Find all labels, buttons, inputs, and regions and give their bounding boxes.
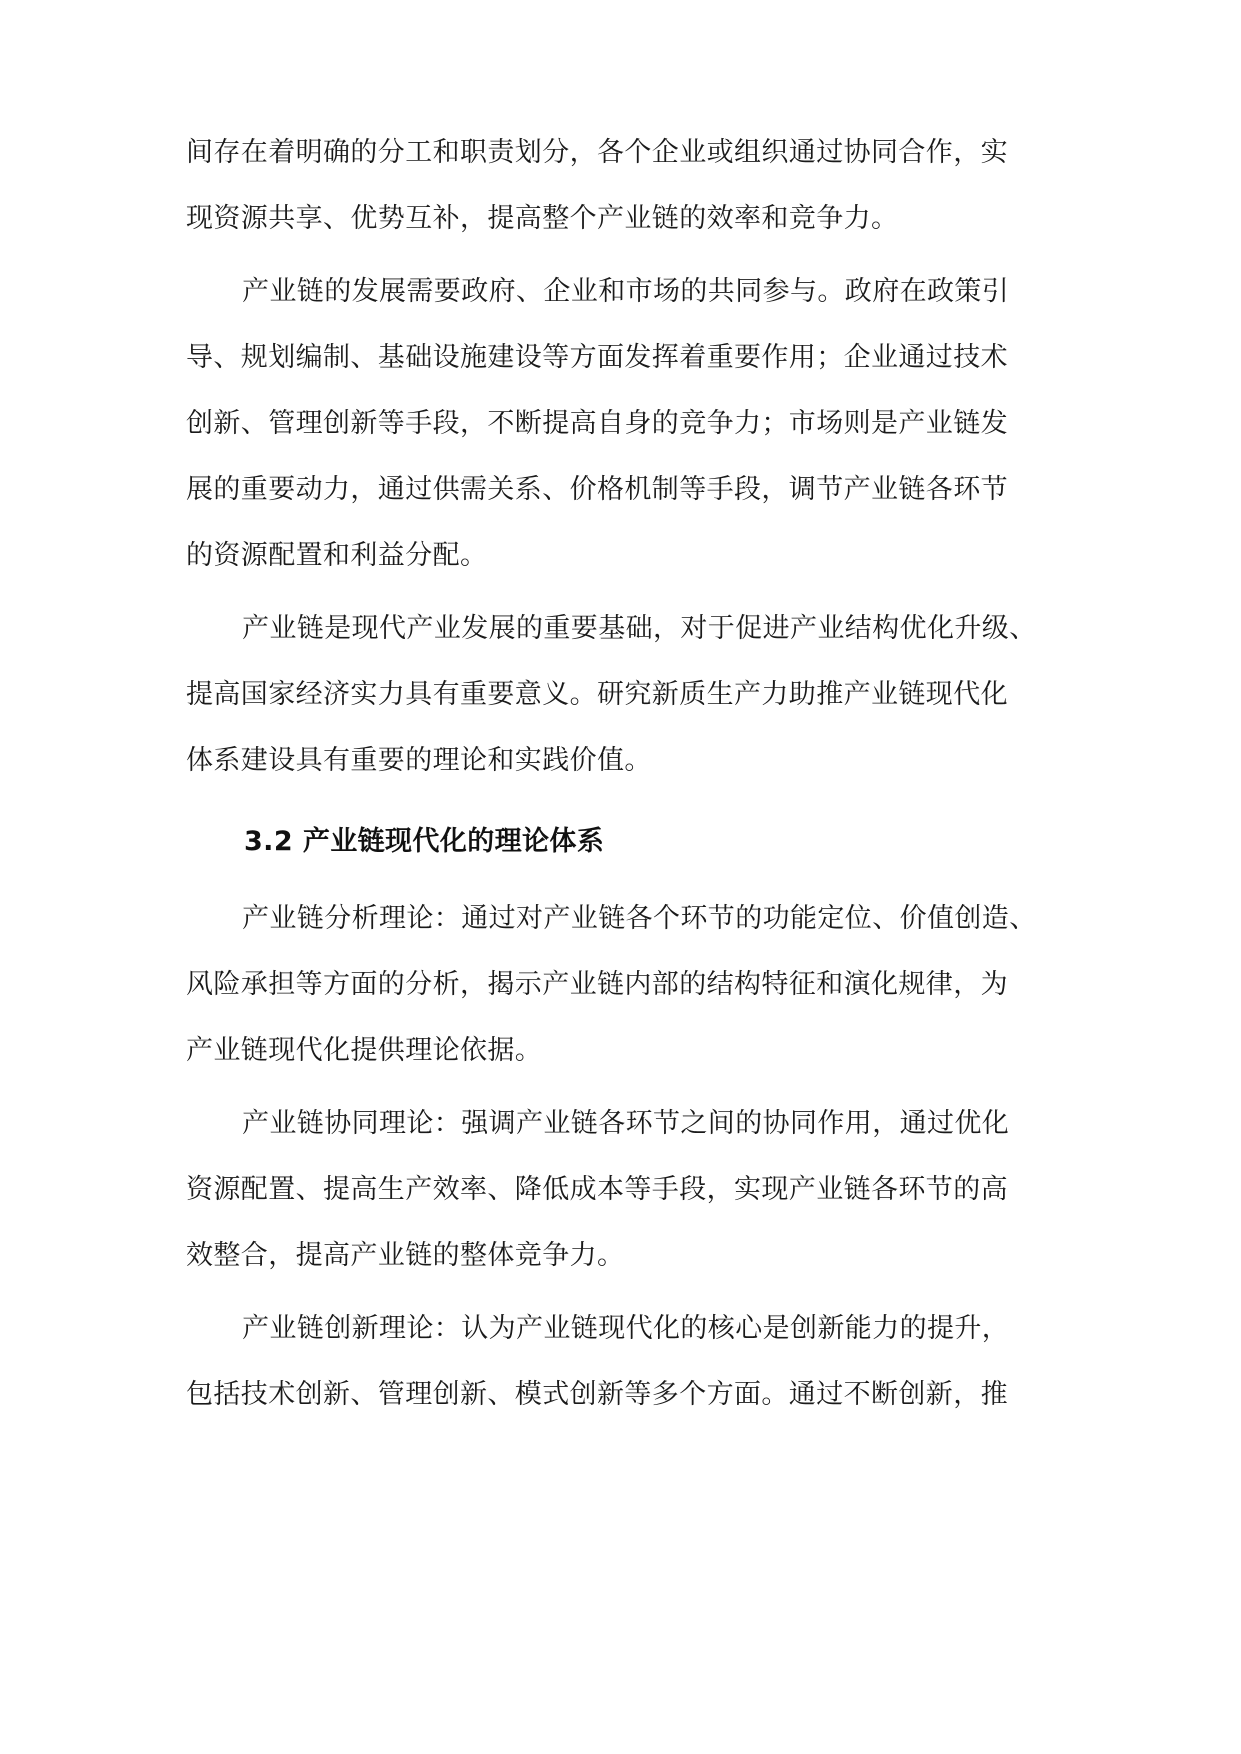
paragraph-first-line: 产业链分析理论：通过对产业链各个环节的功能定位、价值创造、: [242, 903, 1037, 934]
text-line: 间存在着明确的分工和职责划分，各个企业或组织通过协同合作，实: [186, 137, 1008, 168]
text-line: 导、规划编制、基础设施建设等方面发挥着重要作用；企业通过技术: [186, 342, 1008, 373]
section-heading: 3.2 产业链现代化的理论体系: [244, 826, 605, 857]
text-line: 的资源配置和利益分配。: [186, 540, 488, 571]
paragraph-first-line: 产业链是现代产业发展的重要基础，对于促进产业结构优化升级、: [242, 613, 1037, 644]
text-line: 效整合，提高产业链的整体竞争力。: [186, 1240, 625, 1271]
text-line: 体系建设具有重要的理论和实践价值。: [186, 745, 652, 776]
paragraph-first-line: 产业链创新理论：认为产业链现代化的核心是创新能力的提升，: [242, 1313, 1010, 1344]
paragraph-first-line: 产业链协同理论：强调产业链各环节之间的协同作用，通过优化: [242, 1108, 1010, 1139]
paragraph-first-line: 产业链的发展需要政府、企业和市场的共同参与。政府在政策引: [242, 276, 1010, 307]
text-line: 风险承担等方面的分析，揭示产业链内部的结构特征和演化规律，为: [186, 969, 1008, 1000]
text-line: 创新、管理创新等手段，不断提高自身的竞争力；市场则是产业链发: [186, 408, 1008, 439]
text-line: 包括技术创新、管理创新、模式创新等多个方面。通过不断创新，推: [186, 1379, 1008, 1410]
text-line: 展的重要动力，通过供需关系、价格机制等手段，调节产业链各环节: [186, 474, 1008, 505]
text-line: 资源配置、提高生产效率、降低成本等手段，实现产业链各环节的高: [186, 1174, 1008, 1205]
text-line: 产业链现代化提供理论依据。: [186, 1035, 543, 1066]
text-line: 现资源共享、优势互补，提高整个产业链的效率和竞争力。: [186, 203, 899, 234]
text-line: 提高国家经济实力具有重要意义。研究新质生产力助推产业链现代化: [186, 679, 1008, 710]
